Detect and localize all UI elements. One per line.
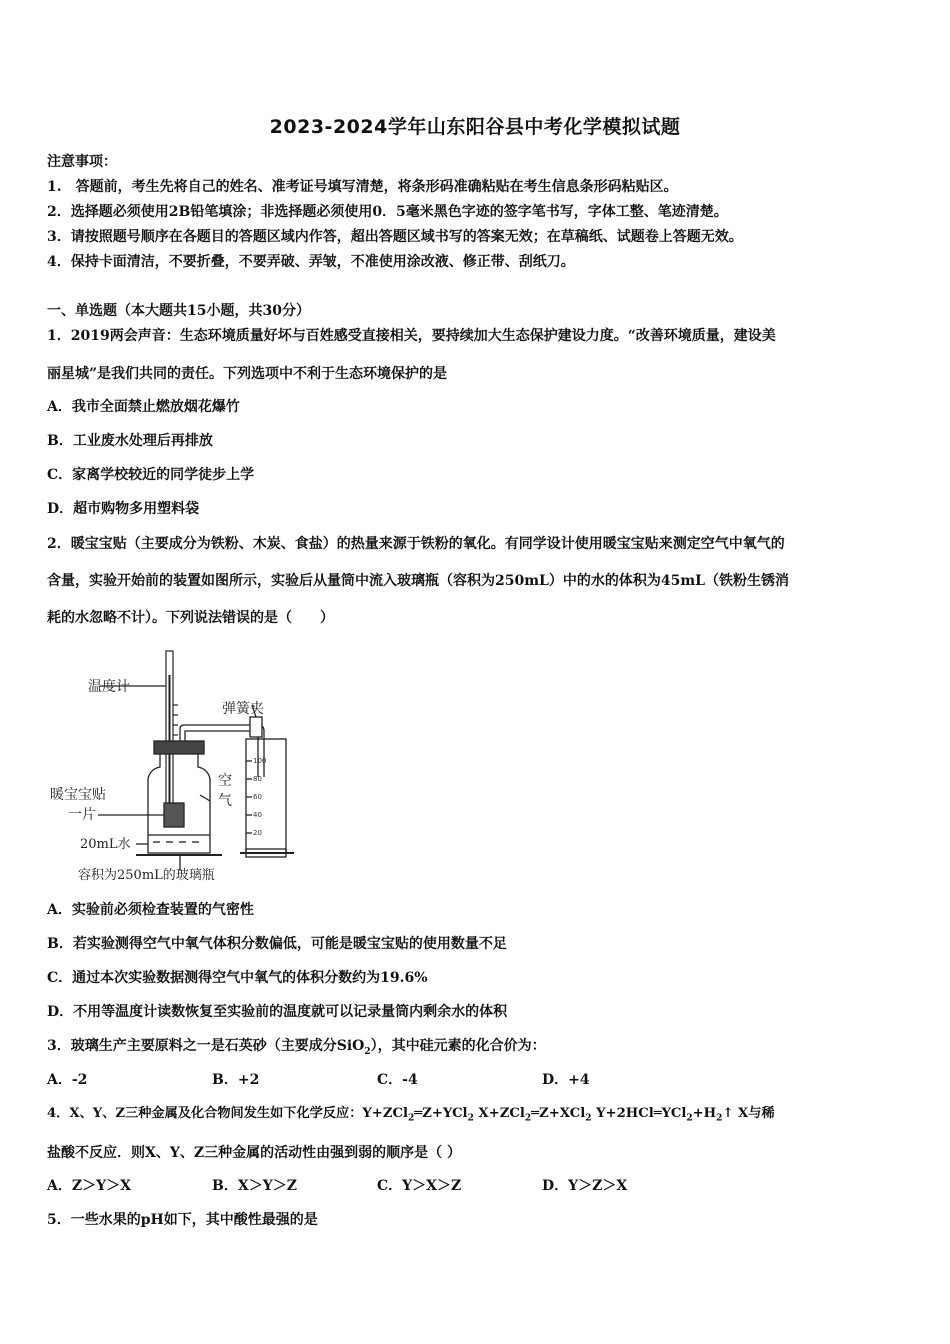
q4-reaction-3a: Y+2HCl═YCl (591, 1106, 687, 1121)
q4-option-a: A．Z＞Y＞X (47, 1178, 131, 1194)
q2-option-b: B．若实验测得空气中氧气体积分数偏低，可能是暖宝宝贴的使用数量不足 (47, 936, 507, 952)
q4-reaction-2b-sub: 2 (585, 1113, 592, 1124)
q4-stem-pre: 4．X、Y、Z三种金属及化合物间发生如下化学反应： (47, 1106, 363, 1121)
q3-formula-sub: 2 (364, 1046, 371, 1057)
q4-reaction-3a-sub: 2 (686, 1113, 693, 1124)
label-spring-clip: 弹簧夹 (222, 701, 264, 717)
q3-option-d: D．+4 (542, 1072, 590, 1088)
tick-20: 20 (253, 829, 262, 837)
q3-option-c: C．-4 (377, 1072, 418, 1088)
q1-option-c: C．家离学校较近的同学徒步上学 (47, 467, 255, 483)
tick-100: 100 (253, 757, 267, 765)
q4-reaction-3b-sub: 2 (716, 1113, 723, 1124)
label-air-2: 气 (218, 793, 232, 809)
label-air-1: 空 (218, 773, 232, 789)
q4-option-d: D．Y＞Z＞X (542, 1178, 628, 1194)
label-thermometer: 温度计 (88, 679, 130, 695)
q2-stem-line1: 2．暖宝宝贴（主要成分为铁粉、木炭、食盐）的热量来源于铁粉的氧化。有同学设计使用暖宝宝贴来测定空气中氧气的 (47, 536, 785, 552)
q1-option-b: B．工业废水处理后再排放 (47, 433, 213, 449)
section-heading: 一、单选题（本大题共15小题，共30分） (47, 303, 310, 319)
q5-stem: 5．一些水果的pH如下，其中酸性最强的是 (47, 1212, 318, 1228)
notice-item-1: 1. 答题前，考生先将自己的姓名、准考证号填写清楚，将条形码准确粘贴在考生信息条形码粘贴区。 (47, 179, 678, 195)
label-bottle: 容积为250mL的玻璃瓶 (78, 868, 215, 883)
q1-stem-line1: 1．2019两会声音：生态环境质量好坏与百姓感受直接相关，要持续加大生态保护建设力度。“改善环境质量，建设美 (47, 328, 776, 344)
tick-60: 60 (253, 793, 262, 801)
q2-option-c: C．通过本次实验数据测得空气中氧气的体积分数约为19.6% (47, 970, 428, 986)
notice-heading: 注意事项： (47, 154, 117, 170)
q1-option-a: A．我市全面禁止燃放烟花爆竹 (47, 399, 240, 415)
label-water: 20mL水 (80, 837, 131, 852)
q2-option-a: A．实验前必须检查装置的气密性 (47, 902, 254, 918)
q1-option-d: D．超市购物多用塑料袋 (47, 501, 200, 517)
q2-option-d: D．不用等温度计读数恢复至实验前的温度就可以记录量筒内剩余水的体积 (47, 1004, 508, 1020)
q4-reaction-1b: ═Z+YCl (414, 1106, 468, 1121)
q4-reaction-2a-sub: 2 (524, 1113, 532, 1124)
q3-stem (47, 1036, 546, 1062)
q4-reaction-3b: +H (692, 1106, 717, 1121)
q1-stem-line2: 丽星城”是我们共同的责任。下列选项中不利于生态环境保护的是 (47, 366, 448, 382)
page-title: 2023-2024学年山东阳谷县中考化学模拟试题 (269, 116, 681, 138)
notice-item-2: 2．选择题必须使用2B铅笔填涂；非选择题必须使用0．5毫米黑色字迹的签字笔书写，字体工整、笔迹清楚。 (47, 204, 728, 220)
q4-reaction-3c: ↑ X与稀 (722, 1106, 775, 1121)
q3-stem-pre: 3．玻璃生产主要原料之一是石英砂（主要成分 (47, 1038, 337, 1054)
q4-option-b: B．X＞Y＞Z (212, 1178, 297, 1194)
tick-40: 40 (253, 811, 262, 819)
q3-option-b: B．+2 (212, 1072, 260, 1088)
q4-reaction-2a: X+ZCl (473, 1106, 525, 1121)
graduated-cylinder-drawing (240, 739, 294, 857)
notice-item-4: 4．保持卡面清洁，不要折叠，不要弄破、弄皱，不准使用涂改液、修正带、刮纸刀。 (47, 254, 575, 270)
q3-formula: SiO (336, 1038, 365, 1054)
q3-stem-post: ），其中硅元素的化合价为： (370, 1038, 546, 1054)
apparatus-figure (50, 645, 310, 890)
q2-stem-line2: 含量，实验开始前的装置如图所示，实验后从量筒中流入玻璃瓶（容积为250mL）中的水的体积为45mL（铁粉生锈消 (47, 573, 790, 589)
q4-option-c: C．Y＞X＞Z (377, 1178, 462, 1194)
tick-80: 80 (253, 775, 262, 783)
q4-reaction-1a: Y+ZCl (362, 1106, 408, 1121)
q4-reaction-1a-sub: 2 (408, 1113, 415, 1124)
q2-stem-line3: 耗的水忽略不计）。下列说法错误的是（ ） (47, 610, 334, 626)
notice-item-3: 3．请按照题号顺序在各题目的答题区域内作答，超出答题区域书写的答案无效；在草稿纸、试题卷上答题无效。 (47, 229, 743, 245)
thermometer-drawing (100, 651, 178, 821)
q4-stem-line2: 盐酸不反应．则X、Y、Z三种金属的活动性由强到弱的顺序是（ ） (47, 1145, 461, 1161)
label-warmer-1: 暖宝宝贴 (50, 787, 106, 803)
q4-reaction-2b: ═Z+XCl (531, 1106, 586, 1121)
q3-option-a: A．-2 (47, 1072, 88, 1088)
label-warmer-2: 一片 (68, 807, 96, 823)
q4-reaction-1b-sub: 2 (467, 1113, 474, 1124)
q4-stem-line1 (47, 1104, 775, 1129)
